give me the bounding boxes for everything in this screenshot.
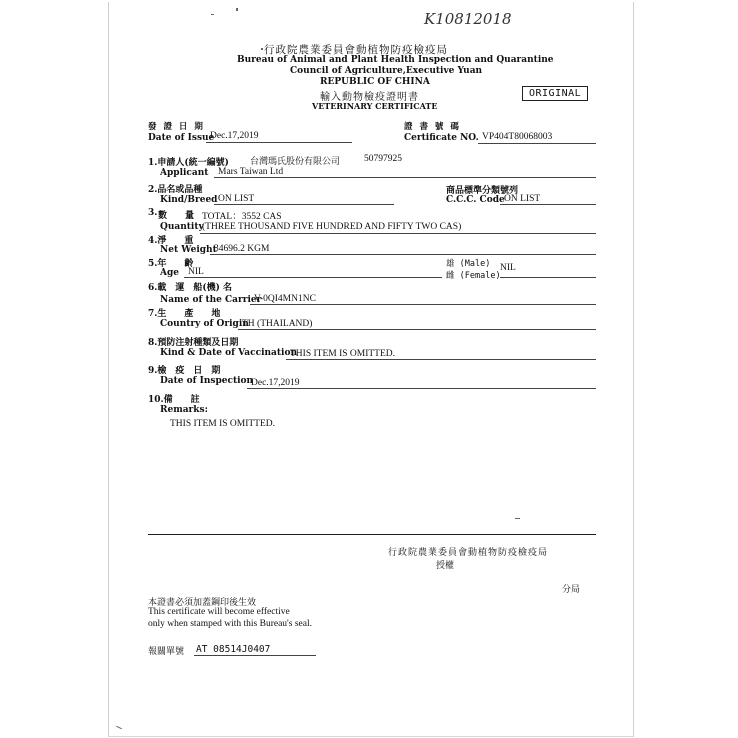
applicant-zh: 1.申請人(統一編號) (148, 158, 229, 168)
female-label: 雌 (Female) (446, 271, 501, 281)
council-name: Council of Agriculture,Executive Yuan (290, 66, 483, 76)
certificate-title-zh: 輸入動物檢疫證明書 (320, 92, 419, 103)
notice-en-2: only when stamped with this Bureau's seal. (148, 619, 312, 629)
handwritten-ref: K10812018 (424, 10, 512, 28)
underline (206, 142, 352, 143)
quantity-value: (THREE THOUSAND FIVE HUNDRED AND FIFTY TWO CAS) (202, 222, 462, 232)
origin-value: TH (THAILAND) (242, 319, 313, 329)
vaccination-zh: 8.預防注射種類及日期 (148, 338, 239, 348)
scan-speck (236, 8, 238, 11)
underline (286, 359, 596, 360)
vaccination-value: THIS ITEM IS OMITTED. (290, 349, 396, 359)
inspection-label: Date of Inspection (160, 376, 254, 386)
issue-date-zh: 發 證 日 期 (148, 122, 205, 132)
underline (210, 254, 596, 255)
kind-value: ON LIST (218, 194, 255, 204)
quantity-total: TOTAL：3552 CAS (202, 212, 282, 222)
issue-date-value: Dec.17,2019 (210, 131, 259, 141)
origin-zh: 7.生 產 地 (148, 309, 221, 319)
customs-value: AT 08514J0407 (196, 644, 271, 655)
cert-no-value: VP404T80068003 (482, 132, 553, 142)
customs-label: 報關單號 (148, 647, 185, 657)
original-badge: ORIGINAL (522, 86, 588, 101)
underline (194, 655, 316, 656)
certificate-title-en: VETERINARY CERTIFICATE (312, 101, 438, 111)
net-weight-zh: 4.淨 重 (148, 236, 194, 246)
underline (184, 277, 442, 278)
underline (238, 329, 596, 330)
inspection-value: Dec.17,2019 (251, 378, 300, 388)
notice-zh: 本證書必須加蓋鋼印後生效 (148, 598, 257, 608)
country-name: REPUBLIC OF CHINA (320, 77, 430, 87)
underline (247, 388, 596, 389)
bureau-name-en: Bureau of Animal and Plant Health Inspection and Quarantine (237, 55, 554, 65)
carrier-zh: 6.載 運 船(機) 名 (148, 283, 233, 293)
cert-no-zh: 證 書 號 碼 (404, 122, 461, 132)
scan-speck (211, 14, 214, 15)
applicant-label: Applicant (160, 168, 209, 178)
remarks-label: Remarks: (160, 405, 208, 415)
sex-value: NIL (500, 263, 516, 273)
inspection-zh: 9.檢 疫 日 期 (148, 366, 221, 376)
notice-en-1: This certificate will become effective (148, 607, 290, 617)
scan-speck (515, 518, 520, 519)
net-weight-label: Net Weight (160, 245, 217, 255)
cert-no-label: Certificate NO. (404, 133, 479, 143)
origin-label: Country of Origin (160, 319, 249, 329)
underline (214, 177, 596, 178)
remarks-value: THIS ITEM IS OMITTED. (170, 419, 276, 429)
authority-zh: 行政院農業委員會動植物防疫檢疫局 (388, 548, 549, 558)
underline (214, 204, 394, 205)
age-zh: 5.年 齡 (148, 259, 194, 269)
ccc-value: ON LIST (504, 194, 541, 204)
underline (500, 204, 596, 205)
net-weight-value: 34696.2 KGM (214, 244, 270, 254)
issue-date-label: Date of Issue (148, 133, 215, 143)
ccc-label: C.C.C. Code (446, 195, 505, 205)
branch-zh: 分局 (562, 585, 581, 595)
applicant-id: 50797925 (364, 154, 402, 164)
scan-speck (261, 48, 263, 50)
bureau-name-zh: 行政院農業委員會動植物防疫檢疫局 (264, 44, 448, 56)
applicant-value: Mars Taiwan Ltd (218, 167, 284, 177)
underline (200, 233, 596, 234)
remarks-zh: 10.備 註 (148, 395, 200, 405)
underline (478, 143, 596, 144)
kind-label: Kind/Breed (160, 195, 218, 205)
ccc-zh: 商品標準分類號列 (446, 186, 519, 196)
applicant-zh-value: 台灣瑪氏股份有限公司 (250, 157, 341, 167)
underline (500, 277, 596, 278)
quantity-zh: 數 量 (158, 211, 195, 221)
vaccination-label: Kind & Date of Vaccination (160, 348, 297, 358)
quantity-num: 3. (148, 208, 158, 218)
underline (250, 304, 596, 305)
male-label: 雄 (Male) (446, 259, 491, 269)
kind-zh: 2.品名或品種 (148, 185, 203, 195)
authorized-zh: 授權 (436, 561, 455, 571)
age-label: Age (160, 268, 180, 278)
footer-separator (148, 534, 596, 535)
age-value: NIL (188, 267, 204, 277)
carrier-label: Name of the Carrier (160, 295, 262, 305)
quantity-label: Quantity (160, 222, 204, 232)
carrier-value: V-0QI4MN1NC (254, 294, 316, 304)
